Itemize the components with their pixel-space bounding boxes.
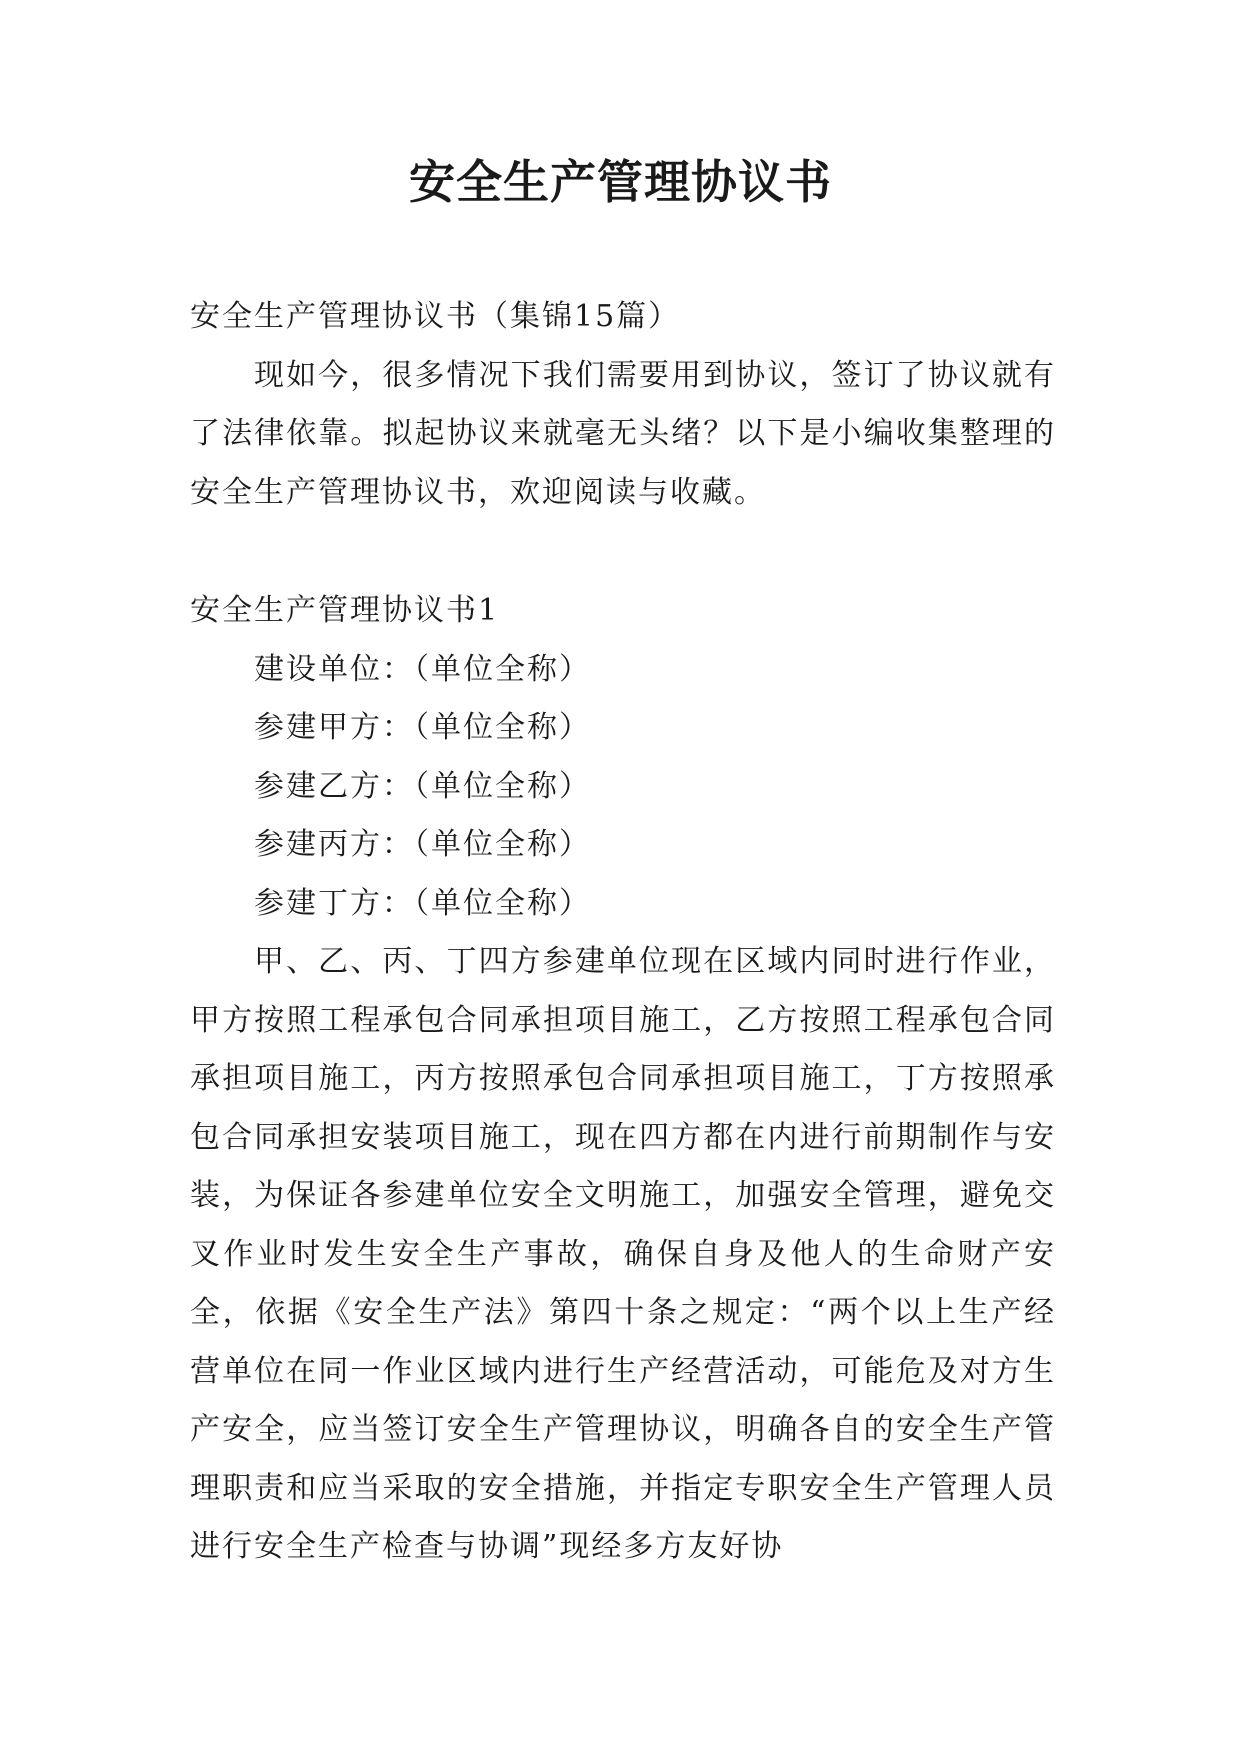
- party-c: 参建丙方：（单位全称）: [254, 827, 591, 862]
- document-title: 安全生产管理协议书: [409, 155, 832, 209]
- document-body: [190, 288, 1056, 1577]
- collection-subtitle: 安全生产管理协议书（集锦15篇）: [190, 299, 681, 334]
- party-d: 参建丁方：（单位全称）: [254, 885, 591, 921]
- party-b: 参建乙方：（单位全称）: [254, 768, 591, 804]
- intro-paragraph: 现如今，很多情况下我们需要用到协议，签订了协议就有了法律依靠。拟起协议来就毫无头绪？以下是小编收集整理的安全生产管理协议书，欢迎阅读与收藏。: [190, 357, 1056, 510]
- party-construction-unit: 建设单位：（单位全称）: [254, 651, 591, 687]
- agreement-paragraph: 甲、乙、丙、丁四方参建单位现在区域内同时进行作业，甲方按照工程承包合同承担项目施工，乙方按照工程承包合同承担项目施工，丙方按照承包合同承担项目施工，丁方按照承包合同承担安装项目施工，现在四方都在内进行前期制作与安装，为保证各参建单位安全文明施工，加强安全管理，避免交叉作业时发生安全生产事故，确保自身及他人的生命财产安全，依据《安全生产法》第四十条之规定：“两个以上生产经营单位在同一作业区域内进行生产经营活动，可能危及对方生产安全，应当签订安全生产管理协议，明确各自的安全生产管理职责和应当采取的安全措施，并指定专职安全生产管理人员进行安全生产检查与协调”现经多方友好协: [190, 944, 1056, 1564]
- party-a: 参建甲方：（单位全称）: [254, 710, 591, 745]
- section-heading: 安全生产管理协议书1: [190, 593, 500, 628]
- section-spacer: [190, 522, 1056, 582]
